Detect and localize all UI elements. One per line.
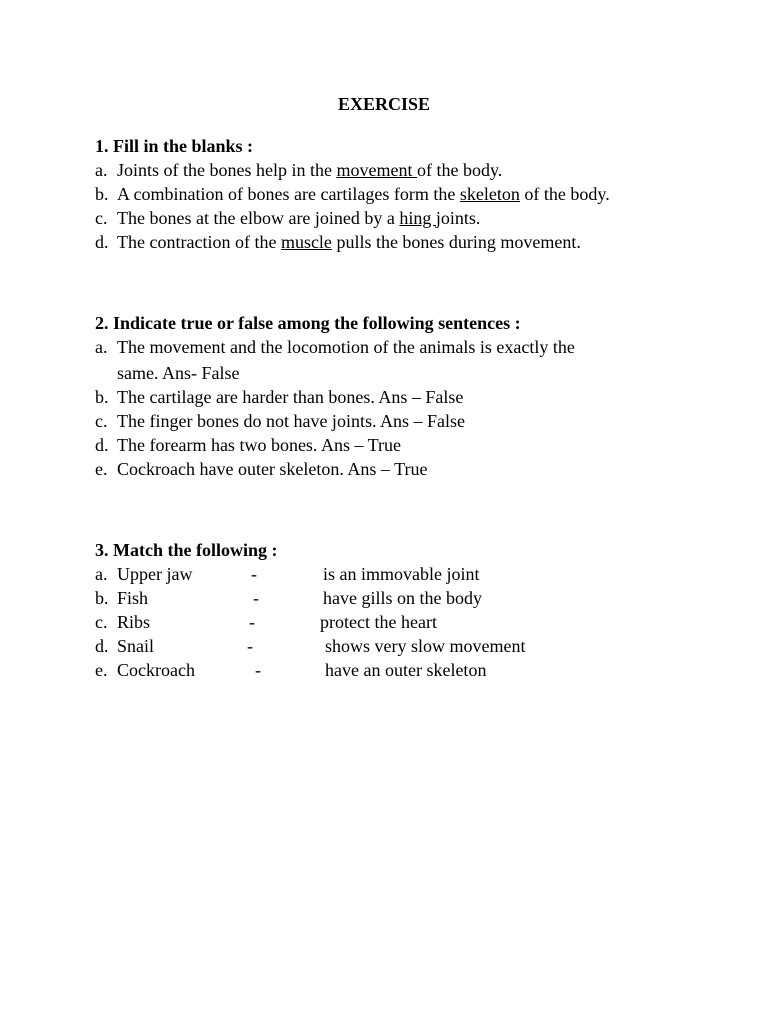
item-label: c. <box>95 208 108 228</box>
blank-answer: muscle <box>280 232 332 252</box>
q1-item-d <box>95 231 581 253</box>
item-text: joints. <box>435 208 481 228</box>
blank-answer: movement <box>336 160 417 180</box>
match-left: Ribs <box>117 612 151 632</box>
blank-answer: skeleton <box>459 184 520 204</box>
item-label: b. <box>95 387 109 407</box>
item-text: of the body. <box>519 184 610 204</box>
q2-item-a-continued: same. Ans- False <box>117 363 240 383</box>
item-text: pulls the bones during movement. <box>331 232 581 252</box>
blank-answer: hing <box>399 208 436 228</box>
item-label: d. <box>95 435 109 455</box>
q3-heading: 3. Match the following : <box>95 540 278 560</box>
item-label: d. <box>95 636 109 656</box>
page-title: EXERCISE <box>337 94 431 114</box>
item-label: c. <box>95 612 108 632</box>
item-text: The forearm has two bones. Ans – True <box>117 435 401 455</box>
q1-item-a <box>95 159 502 181</box>
match-dash: - <box>249 612 255 632</box>
item-label: d. <box>95 232 109 252</box>
match-left: Cockroach <box>117 660 195 680</box>
item-text: The bones at the elbow are joined by a <box>117 208 400 228</box>
item-text: The finger bones do not have joints. Ans – False <box>117 411 465 431</box>
q2-item-a <box>95 336 575 358</box>
match-dash: - <box>253 588 259 608</box>
match-left: Upper jaw <box>117 564 193 584</box>
match-right: shows very slow movement <box>325 636 526 656</box>
q1-item-b <box>95 183 610 205</box>
item-label: a. <box>95 564 108 584</box>
item-label: b. <box>95 184 109 204</box>
match-dash: - <box>255 660 261 680</box>
q2-item-b <box>95 386 463 408</box>
q2-item-d <box>95 434 401 456</box>
q2-heading: 2. Indicate true or false among the following sentences : <box>95 313 521 333</box>
item-text: The contraction of the <box>117 232 281 252</box>
q2-item-e <box>95 458 427 480</box>
item-label: e. <box>95 660 108 680</box>
match-right: is an immovable joint <box>323 564 480 584</box>
item-label: a. <box>95 160 108 180</box>
item-text: of the body. <box>416 160 503 180</box>
item-text: The movement and the locomotion of the animals is exactly the <box>117 337 575 357</box>
item-text: Joints of the bones help in the <box>117 160 337 180</box>
item-label: c. <box>95 411 108 431</box>
match-right: protect the heart <box>320 612 437 632</box>
match-left: Fish <box>117 588 149 608</box>
item-label: b. <box>95 588 109 608</box>
item-text: Cockroach have outer skeleton. Ans – True <box>117 459 428 479</box>
match-right: have an outer skeleton <box>325 660 487 680</box>
item-text: A combination of bones are cartilages form the <box>117 184 460 204</box>
q1-heading: 1. Fill in the blanks : <box>95 136 254 156</box>
item-label: a. <box>95 337 108 357</box>
match-right: have gills on the body <box>323 588 482 608</box>
item-text: The cartilage are harder than bones. Ans – False <box>117 387 464 407</box>
q2-item-c <box>95 410 465 432</box>
match-left: Snail <box>117 636 155 656</box>
match-dash: - <box>247 636 253 656</box>
q1-item-c <box>95 207 480 229</box>
item-label: e. <box>95 459 108 479</box>
match-dash: - <box>251 564 257 584</box>
